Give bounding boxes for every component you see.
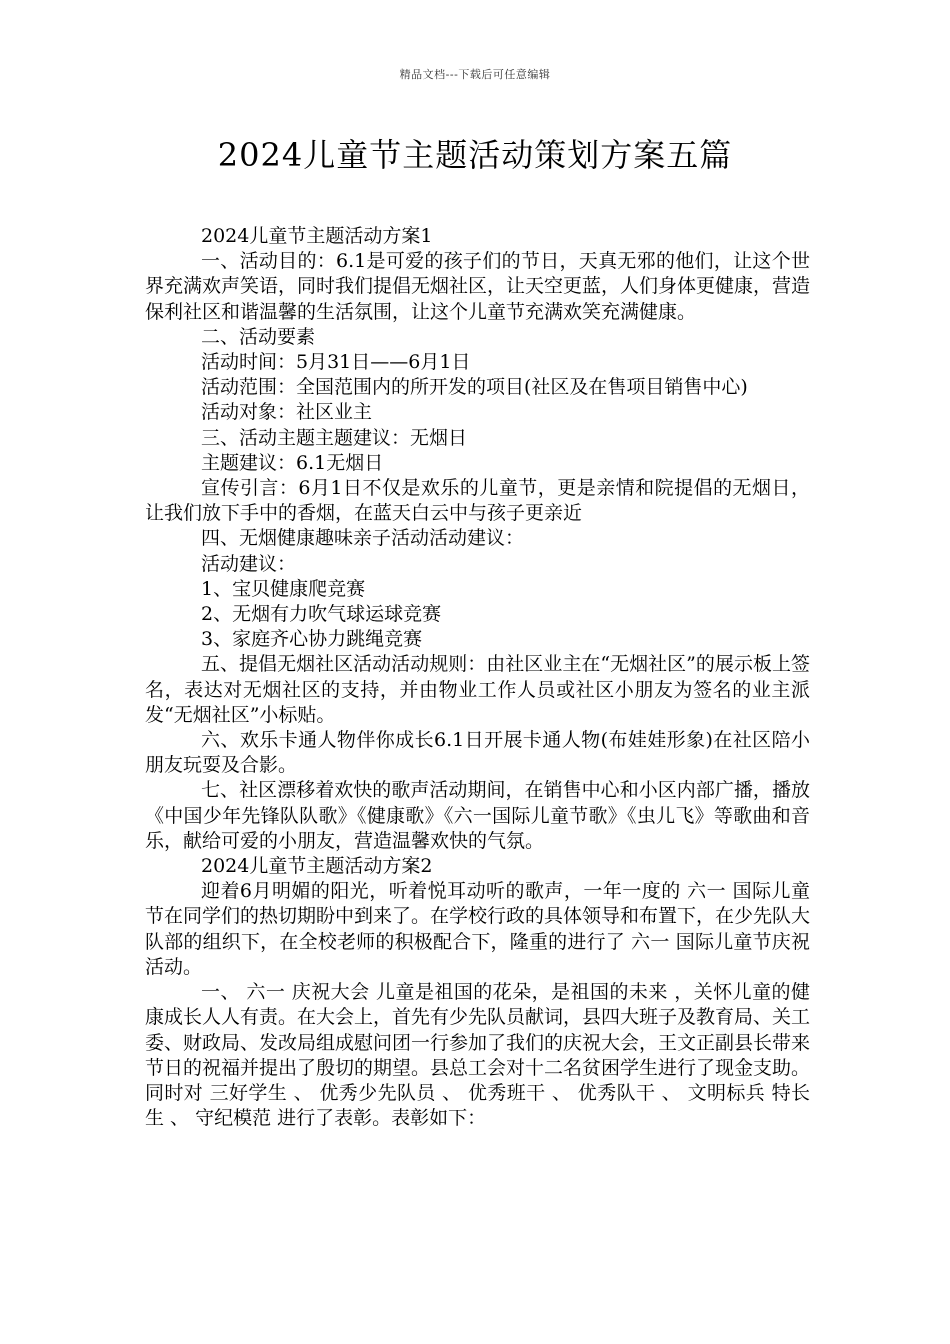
- paragraph-rules: 五、提倡无烟社区活动活动规则：由社区业主在“无烟社区”的展示板上签名，表达对无烟社区的支持，并由物业工作人员或社区小朋友为签名的业主派发“无烟社区”小标贴。: [145, 653, 810, 726]
- paragraph-activity-purpose: 一、活动目的：6.1是可爱的孩子们的节日，天真无邪的他们，让这个世界充满欢声笑语，同时我们提倡无烟社区，让天空更蓝，人们身体更健康，营造保利社区和谐温馨的生活氛围，让这个儿童节充满欢笑充满健康。: [145, 250, 811, 323]
- list-item-1: 1、宝贝健康爬竞赛: [201, 577, 366, 600]
- paragraph-activity-suggestions-heading: 四、无烟健康趣味亲子活动活动建议：: [201, 527, 525, 550]
- paragraph-activity-target: 活动对象：社区业主: [201, 401, 373, 424]
- paragraph-activity-elements: 二、活动要素: [201, 325, 316, 348]
- paragraph-cartoon: 六、欢乐卡通人物伴你成长6.1日开展卡通人物(布娃娃形象)在社区陪小朋友玩耍及合影。: [145, 729, 810, 777]
- paragraph-activity-time: 活动时间：5月31日——6月1日: [201, 351, 471, 374]
- list-item-3: 3、家庭齐心协力跳绳竞赛: [201, 628, 423, 651]
- paragraph-activity-scope: 活动范围：全国范围内的所开发的项目(社区及在售项目销售中心): [201, 376, 748, 399]
- paragraph-theme-suggestion: 三、活动主题主题建议：无烟日: [201, 426, 468, 449]
- paragraph-theme: 主题建议：6.1无烟日: [201, 451, 384, 474]
- paragraph-slogan: 宣传引言：6月1日不仅是欢乐的儿童节，更是亲情和院提倡的无烟日，让我们放下手中的香烟，在蓝天白云中与孩子更亲近: [145, 477, 810, 525]
- paragraph-intro-plan-2: 迎着6月明媚的阳光，听着悦耳动听的歌声，一年一度的 六一 国际儿童节在同学们的热切期盼中到来了。在学校行政的具体领导和布置下，在少先队大队部的组织下，在全校老师的积极配合下，隆重的进行了 六一 国际儿童节庆祝活动。: [145, 880, 811, 978]
- document-body: [145, 224, 810, 1131]
- paragraph-celebration: 一、 六一 庆祝大会 儿童是祖国的花朵，是祖国的未来 ，关怀儿童的健康成长人人有责。在大会上，首先有少先队员献词，县四大班子及教育局、关工委、财政局、发改局组成慰问团一行参加了我们的庆祝大会，王文正副县长带来节日的祝福并提出了殷切的期望。县总工会对十二名贫困学生进行了现金支助。同时对 三好学生 、 优秀少先队员 、 优秀班干 、 优秀队干 、 文明标兵 特长生 、 守纪模范 进行了表彰。表彰如下：: [145, 981, 811, 1130]
- document-title: 2024儿童节主题活动策划方案五篇: [217, 136, 733, 174]
- header-note: 精品文档---下载后可任意编辑: [399, 68, 551, 81]
- paragraph-songs: 七、社区漂移着欢快的歌声活动期间，在销售中心和小区内部广播，播放《中国少年先锋队队歌》《健康歌》《六一国际儿童节歌》《虫儿飞》等歌曲和音乐，献给可爱的小朋友，营造温馨欢快的气氛。: [145, 779, 810, 852]
- section-heading-plan-1: 2024儿童节主题活动方案1: [201, 225, 433, 247]
- paragraph-activity-suggestions: 活动建议：: [201, 552, 297, 575]
- list-item-2: 2、无烟有力吹气球运球竞赛: [201, 603, 442, 626]
- section-heading-plan-2: 2024儿童节主题活动方案2: [201, 855, 433, 878]
